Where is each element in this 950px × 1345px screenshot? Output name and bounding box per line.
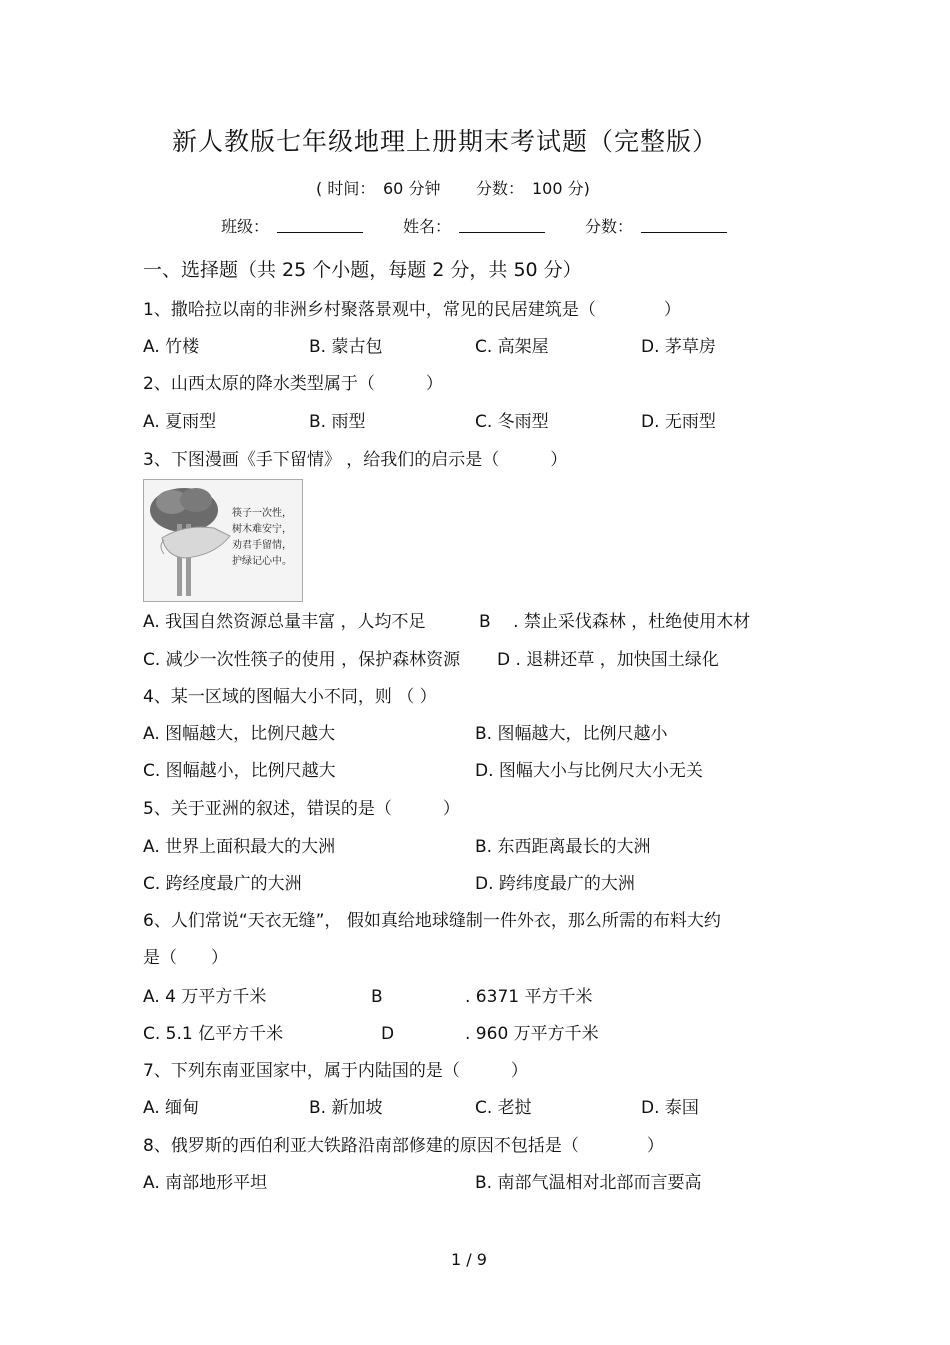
question-7-option-a: A. 缅甸 (143, 1098, 200, 1118)
question-7-option-d: D. 泰国 (641, 1098, 699, 1118)
question-8-stem: 8、俄罗斯的西伯利亚大铁路沿南部修建的原因不包括是（ ） (143, 1136, 664, 1156)
question-3-option-c: C. 减少一次性筷子的使用 ，保护森林资源 (143, 650, 461, 670)
exam-score-label: 分数： (476, 179, 525, 198)
question-2-stem: 2、山西太原的降水类型属于（ ） (143, 374, 443, 394)
page-title: 新人教版七年级地理上册期末考试题（完整版） (171, 127, 718, 156)
question-6-option-d: . 960 万平方千米 (465, 1024, 599, 1044)
section-heading: 一、选择题（共 25 个小题，每题 2 分，共 50 分） (143, 259, 582, 281)
question-3-option-b: B . 禁止采伐森林 ，杜绝使用木材 (479, 612, 751, 632)
question-6-stem-line-2: 是（ ） (143, 948, 228, 968)
question-3-option-d: D . 退耕还草 ，加快国土绿化 (497, 650, 719, 670)
question-3-option-a: A. 我国自然资源总量丰富 ，人均不足 (143, 612, 426, 632)
question-6-option-b-letter: B (371, 987, 383, 1007)
question-6-option-c: C. 5.1 亿平方千米 (143, 1024, 284, 1044)
exam-time-value: 60 分钟 (383, 179, 441, 198)
cartoon-line-4: 护绿记心中。 (232, 556, 292, 567)
question-1-option-a: A. 竹楼 (143, 337, 200, 357)
cartoon-line-3: 劝君手留情， (232, 540, 292, 551)
question-2-option-d: D. 无雨型 (641, 412, 716, 432)
question-2-option-c: C. 冬雨型 (475, 412, 549, 432)
cartoon-image (143, 479, 303, 602)
question-1-option-d: D. 茅草房 (641, 337, 716, 357)
question-6-stem-line-1: 6、人们常说“天衣无缝”， 假如真给地球缝制一件外衣，那么所需的布料大约 (143, 911, 721, 931)
question-2-option-b: B. 雨型 (309, 412, 366, 432)
question-1-option-b: B. 蒙古包 (309, 337, 383, 357)
class-field[interactable] (277, 216, 363, 233)
page-number: 1 / 9 (451, 1250, 487, 1269)
question-4-option-a: A. 图幅越大，比例尺越大 (143, 724, 336, 744)
score-label: 分数： (585, 217, 634, 236)
question-5-stem: 5、关于亚洲的叙述，错误的是（ ） (143, 799, 460, 819)
cartoon-line-2: 树木难安宁， (232, 524, 292, 535)
question-6-option-a: A. 4 万平方千米 (143, 987, 267, 1007)
cartoon-line-1: 筷子一次性， (232, 508, 292, 519)
score-field[interactable] (641, 216, 727, 233)
question-8-option-a: A. 南部地形平坦 (143, 1173, 268, 1193)
name-label: 姓名： (403, 217, 452, 236)
exam-score-value: 100 分) (532, 179, 590, 198)
question-4-stem: 4、某一区域的图幅大小不同，则 （ ） (143, 687, 437, 707)
class-label: 班级： (221, 217, 270, 236)
question-2-option-a: A. 夏雨型 (143, 412, 217, 432)
name-field[interactable] (459, 216, 545, 233)
question-5-option-b: B. 东西距离最长的大洲 (475, 837, 651, 857)
question-7-option-c: C. 老挝 (475, 1098, 532, 1118)
question-6-option-b: . 6371 平方千米 (465, 987, 593, 1007)
question-7-option-b: B. 新加坡 (309, 1098, 383, 1118)
question-7-stem: 7、下列东南亚国家中，属于内陆国的是（ ） (143, 1061, 528, 1081)
question-1-option-c: C. 高架屋 (475, 337, 549, 357)
question-1-stem: 1、撒哈拉以南的非洲乡村聚落景观中，常见的民居建筑是（ ） (143, 300, 681, 320)
question-6-option-d-letter: D (381, 1024, 395, 1044)
question-5-option-c: C. 跨经度最广的大洲 (143, 874, 302, 894)
question-8-option-b: B. 南部气温相对北部而言要高 (475, 1173, 702, 1193)
exam-time-label: ( 时间： (316, 179, 376, 198)
question-5-option-a: A. 世界上面积最大的大洲 (143, 837, 336, 857)
question-3-stem: 3、下图漫画《手下留情》 ，给我们的启示是（ ） (143, 450, 568, 470)
question-4-option-c: C. 图幅越小，比例尺越大 (143, 761, 336, 781)
question-4-option-b: B. 图幅越大，比例尺越小 (475, 724, 668, 744)
question-5-option-d: D. 跨纬度最广的大洲 (475, 874, 635, 894)
question-4-option-d: D. 图幅大小与比例尺大小无关 (475, 761, 703, 781)
